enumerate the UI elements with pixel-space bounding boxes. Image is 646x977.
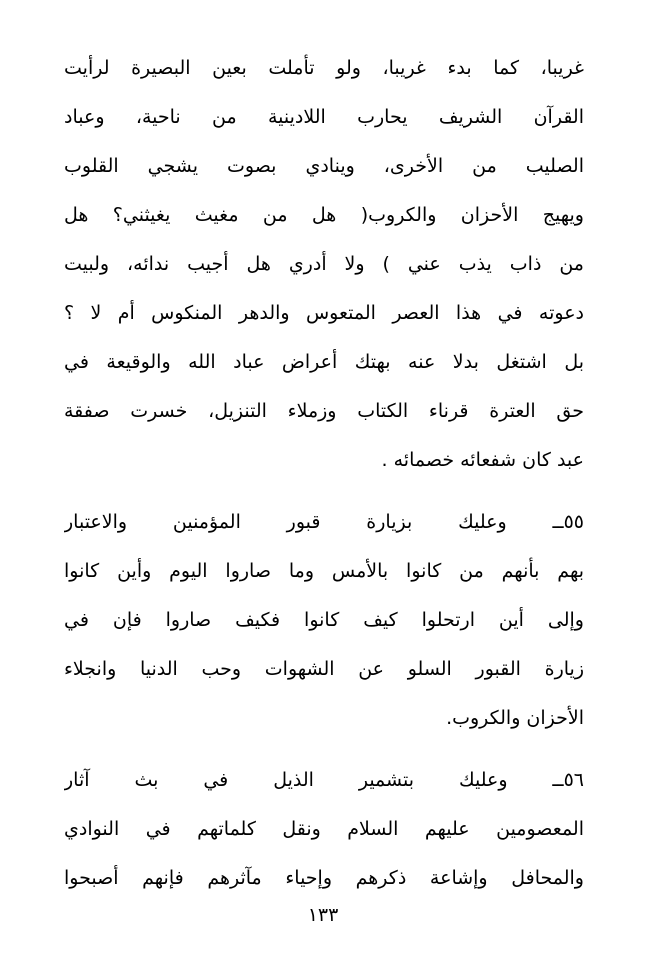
paragraph-56 xyxy=(64,756,584,903)
text-line: ٥٦ــ وعليك بتشمير الذيل في بث آثار xyxy=(64,769,584,791)
text-line: ٥٥ــ وعليك بزيارة قبور المؤمنين والاعتبار xyxy=(64,511,584,533)
text-line: ويهيج الأحزان والكروب( هل من مغيث يغيثني؟ هل xyxy=(64,204,584,226)
text-line: حق العترة قرناء الكتاب وزملاء التنزيل، خسرت صفقة xyxy=(64,400,584,422)
paragraph-continued xyxy=(64,44,584,485)
text-line: زيارة القبور السلو عن الشهوات وحب الدنيا وانجلاء xyxy=(64,658,584,680)
text-line: عبد كان شفعائه خصمائه . xyxy=(381,449,584,471)
page-number: ١٣٣ xyxy=(307,904,339,926)
text-line: بهم بأنهم من كانوا بالأمس وما صاروا اليوم وأين كانوا xyxy=(64,560,584,582)
text-line: المعصومين عليهم السلام ونقل كلماتهم في النوادي xyxy=(64,818,584,840)
text-line: الصليب من الأخرى، وينادي بصوت يشجي القلوب xyxy=(64,155,584,177)
text-line: الأحزان والكروب. xyxy=(446,707,584,729)
text-line: القرآن الشريف يحارب اللادينية من ناحية، وعباد xyxy=(64,106,584,128)
text-line: غريبا، كما بدء غريبا، ولو تأملت بعين البصيرة لرأيت xyxy=(64,57,584,79)
text-line: دعوته في هذا العصر المتعوس والدهر المنكوس أم لا ؟ xyxy=(64,302,584,324)
text-line: من ذاب يذب عني ) ولا أدري هل أجيب ندائه، ولبيت xyxy=(64,253,584,275)
text-line: والمحافل وإشاعة ذكرهم وإحياء مآثرهم فإنهم أصبحوا xyxy=(64,867,584,889)
page-body xyxy=(64,44,584,903)
text-line: بل اشتغل بدلا عنه بهتك أعراض عباد الله والوقيعة في xyxy=(64,351,584,373)
text-line: وإلى أين ارتحلوا كيف كانوا فكيف صاروا فإن في xyxy=(64,609,584,631)
paragraph-55 xyxy=(64,498,584,743)
